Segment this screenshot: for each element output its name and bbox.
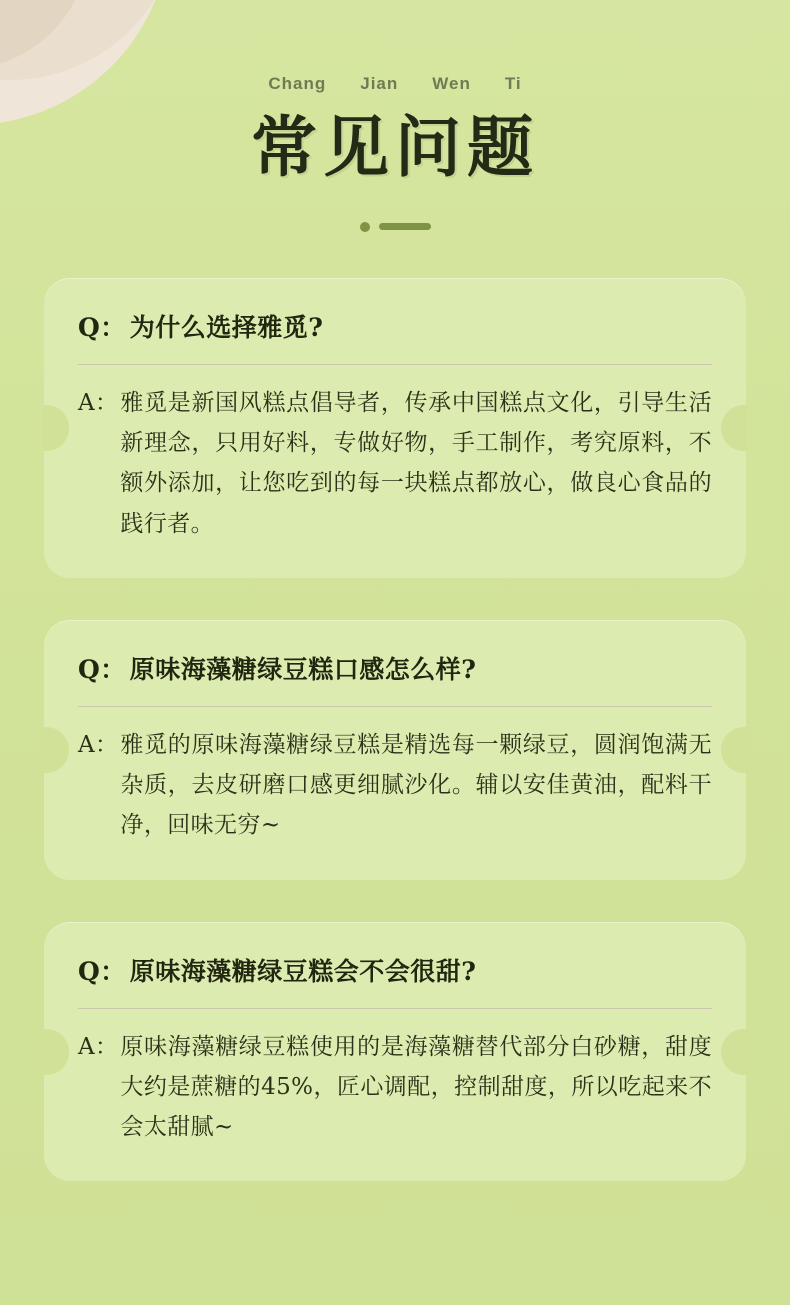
divider-bar-icon (379, 223, 431, 230)
faq-answer-row (78, 1027, 712, 1148)
faq-answer-text: 原味海藻糖绿豆糕使用的是海藻糖替代部分白砂糖，甜度大约是蔗糖的45%，匠心调配，控制甜度，所以吃起来不会太甜腻~ (120, 1033, 712, 1141)
question-prefix-label: Q： (78, 956, 126, 986)
answer-prefix-label: A： (78, 731, 119, 758)
pinyin-word-1: Chang (268, 74, 327, 93)
faq-answer-row (78, 383, 712, 544)
faq-item (44, 922, 746, 1182)
faq-question-text: 原味海藻糖绿豆糕口感怎么样? (129, 654, 477, 684)
pinyin-word-4: Ti (504, 74, 522, 93)
faq-item (44, 620, 746, 880)
faq-question-row (78, 650, 712, 706)
answer-prefix-label: A： (78, 389, 119, 416)
faq-separator (78, 364, 712, 365)
question-prefix-label: Q： (78, 312, 126, 342)
answer-prefix-label: A： (78, 1033, 119, 1060)
question-prefix-label: Q： (78, 654, 126, 684)
faq-answer-row (78, 725, 712, 846)
divider-ornament (350, 222, 440, 232)
faq-question-text: 为什么选择雅觅? (129, 312, 324, 342)
pinyin-word-3: Wen (432, 74, 471, 93)
faq-separator (78, 706, 712, 707)
faq-question-row (78, 308, 712, 364)
pinyin-subtitle (0, 74, 790, 94)
faq-answer-text: 雅觅的原味海藻糖绿豆糕是精选每一颗绿豆，圆润饱满无杂质，去皮研磨口感更细腻沙化。辅以安佳黄油，配料干净，回味无穷~ (120, 731, 712, 839)
page-title: 常见问题 (251, 108, 539, 186)
faq-answer-text: 雅觅是新国风糕点倡导者，传承中国糕点文化，引导生活新理念，只用好料，专做好物，手工制作，考究原料，不额外添加，让您吃到的每一块糕点都放心，做良心食品的践行者。 (120, 389, 712, 537)
faq-item (44, 278, 746, 578)
pinyin-word-2: Jian (360, 74, 399, 93)
faq-list (0, 278, 790, 1182)
page-header (0, 0, 790, 232)
divider-dot-icon (360, 222, 370, 232)
faq-separator (78, 1008, 712, 1009)
faq-question-row (78, 952, 712, 1008)
faq-question-text: 原味海藻糖绿豆糕会不会很甜? (129, 956, 477, 986)
